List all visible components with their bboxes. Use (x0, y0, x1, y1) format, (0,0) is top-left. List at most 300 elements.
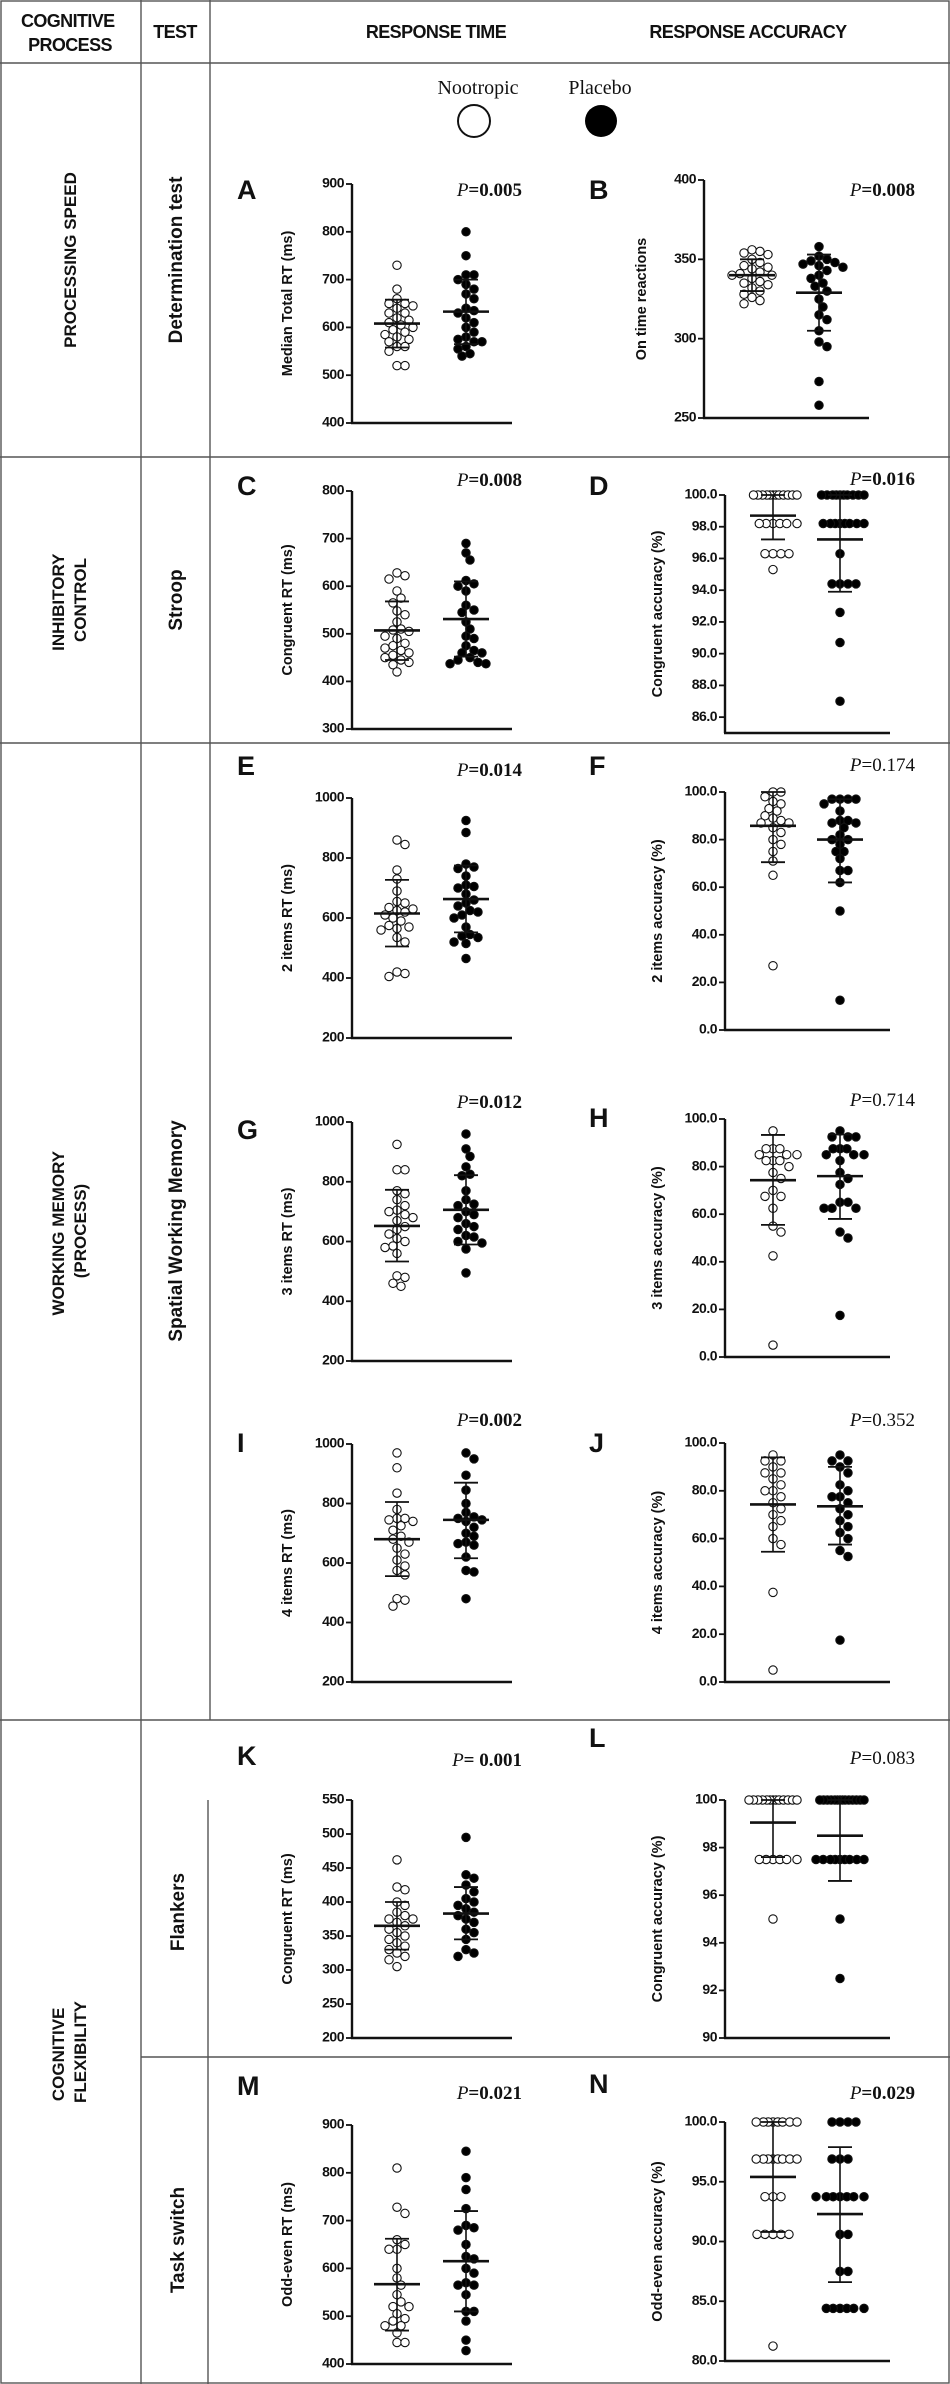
panel-letter: L (589, 1723, 606, 1754)
data-point (454, 2281, 462, 2289)
panel-f (589, 751, 915, 1037)
data-point (852, 580, 860, 588)
data-point (385, 1207, 393, 1215)
data-point (752, 2155, 760, 2163)
data-point (844, 2267, 852, 2275)
data-point (839, 263, 847, 271)
legend-nootropic-label: Nootropic (437, 77, 519, 99)
data-point (783, 1151, 791, 1159)
data-point (393, 836, 401, 844)
y-tick-label: 200 (322, 2028, 344, 2045)
p-value (456, 1410, 522, 1431)
data-point (401, 1201, 409, 1209)
p-value (456, 760, 523, 781)
data-point (823, 315, 831, 323)
data-point (807, 274, 815, 282)
data-point (828, 1457, 836, 1465)
data-point (470, 1918, 478, 1926)
data-point (836, 1451, 844, 1459)
data-point (828, 2155, 836, 2163)
data-point (474, 908, 482, 916)
y-tick-label: 80.0 (691, 1157, 717, 1174)
y-tick-label: 400 (674, 170, 696, 187)
row-label-processing-speed: PROCESSING SPEED (61, 172, 80, 348)
panel-letter: N (589, 2069, 609, 2100)
data-point (462, 2346, 470, 2354)
row-label-line: INHIBITORY (49, 553, 68, 651)
data-point (783, 519, 791, 527)
p-value (849, 755, 916, 776)
y-tick-label: 96 (702, 1885, 717, 1902)
data-point (828, 2118, 836, 2126)
data-point (401, 1952, 409, 1960)
series-placebo (443, 539, 490, 668)
data-point (462, 1130, 470, 1138)
data-point (836, 638, 844, 646)
series-placebo (443, 1130, 489, 1277)
data-point (470, 271, 478, 279)
data-point (769, 550, 777, 558)
data-point (831, 258, 839, 266)
data-point (470, 863, 478, 871)
data-point (389, 1279, 397, 1287)
p-label: P (849, 1410, 862, 1432)
y-tick-label: 20.0 (691, 973, 717, 990)
data-point (470, 1455, 478, 1463)
data-point (462, 2336, 470, 2344)
data-point (462, 2185, 470, 2193)
series-nootropic (750, 2118, 801, 2350)
data-point (777, 828, 785, 836)
y-tick-label: 800 (322, 848, 344, 865)
data-point (454, 1901, 462, 1909)
p-label: P (456, 470, 469, 492)
data-point (756, 247, 764, 255)
data-point (385, 309, 393, 317)
y-tick-label: 800 (322, 1494, 344, 1511)
data-point (470, 2269, 478, 2277)
data-point (822, 2192, 830, 2200)
data-point (764, 281, 772, 289)
y-axis-label: Congruent accuracy (%) (650, 1835, 666, 2003)
data-point (466, 349, 474, 357)
series-placebo (812, 2118, 868, 2313)
data-point (401, 1550, 409, 1558)
data-point (850, 1151, 858, 1159)
data-point (401, 1596, 409, 1604)
y-tick-label: 550 (322, 1790, 344, 1807)
data-point (385, 1956, 393, 1964)
data-point (478, 649, 486, 657)
data-point (389, 1602, 397, 1610)
data-point (860, 2304, 868, 2312)
data-point (470, 2281, 478, 2289)
data-point (815, 242, 823, 250)
data-point (393, 866, 401, 874)
series-nootropic (374, 1449, 420, 1611)
data-point (752, 2118, 760, 2126)
y-axis-label: 2 items accuracy (%) (650, 839, 666, 983)
data-point (470, 285, 478, 293)
data-point (836, 1311, 844, 1319)
test-label-determination: Determination test (166, 176, 187, 344)
data-point (777, 1481, 785, 1489)
p-label: P (849, 180, 862, 202)
y-tick-label: 90.0 (691, 2232, 717, 2249)
data-point (397, 1282, 405, 1290)
y-tick-label: 40.0 (691, 925, 717, 942)
p-value (849, 180, 915, 201)
y-tick-label: 90 (702, 2028, 717, 2045)
data-point (397, 625, 405, 633)
y-tick-label: 400 (322, 672, 344, 689)
panel-h (589, 1090, 915, 1363)
data-point (793, 2118, 801, 2126)
data-point (753, 2230, 761, 2238)
data-point (815, 338, 823, 346)
data-point (844, 1552, 852, 1560)
data-point (828, 1204, 836, 1212)
y-tick-label: 800 (322, 1172, 344, 1189)
data-point (397, 1522, 405, 1530)
data-point (860, 519, 868, 527)
data-point (462, 828, 470, 836)
data-point (844, 866, 852, 874)
series-nootropic (750, 1451, 796, 1675)
y-tick-label: 1000 (314, 1112, 344, 1129)
data-point (836, 1915, 844, 1923)
data-point (454, 1539, 462, 1547)
data-point (844, 1234, 852, 1242)
data-point (777, 1516, 785, 1524)
y-tick-label: 94 (702, 1933, 717, 1950)
data-point (458, 911, 466, 919)
data-point (450, 938, 458, 946)
p-value-number: = 0.001 (463, 1750, 522, 1772)
data-point (777, 816, 785, 824)
panel-letter: A (237, 175, 257, 206)
data-point (761, 550, 769, 558)
p-value-number: =0.083 (861, 1748, 915, 1770)
data-point (393, 1449, 401, 1457)
data-point (405, 923, 413, 931)
data-point (820, 800, 828, 808)
data-point (776, 1145, 784, 1153)
panel-letter: C (237, 471, 257, 502)
data-point (470, 1541, 478, 1549)
y-tick-label: 300 (322, 1960, 344, 1977)
data-point (401, 1273, 409, 1281)
data-point (393, 1856, 401, 1864)
data-point (466, 1152, 474, 1160)
panel-g (237, 1092, 522, 1367)
data-point (785, 1162, 793, 1170)
p-value (456, 2083, 522, 2104)
data-point (852, 1133, 860, 1141)
y-tick-label: 400 (322, 1291, 344, 1308)
y-tick-label: 0.0 (699, 1347, 717, 1364)
series-nootropic (728, 246, 776, 308)
y-tick-label: 98.0 (691, 517, 717, 534)
series-placebo (817, 1451, 863, 1645)
y-tick-label: 400 (322, 413, 344, 430)
series-nootropic (750, 788, 796, 970)
data-point (844, 1511, 852, 1519)
data-point (401, 908, 409, 916)
data-point (769, 1915, 777, 1923)
data-point (462, 1566, 470, 1574)
data-point (470, 1888, 478, 1896)
data-point (844, 1534, 852, 1542)
y-tick-label: 900 (322, 2115, 344, 2132)
p-value-number: =0.008 (861, 180, 915, 202)
y-tick-label: 100.0 (684, 782, 717, 799)
data-point (478, 338, 486, 346)
y-tick-label: 600 (322, 2259, 344, 2276)
data-point (793, 1855, 801, 1863)
data-point (740, 249, 748, 257)
data-point (769, 1588, 777, 1596)
data-point (817, 491, 825, 499)
p-value (849, 1090, 916, 1111)
series-nootropic (374, 569, 420, 676)
data-point (454, 335, 462, 343)
data-point (769, 1341, 777, 1349)
p-label: P (456, 1092, 469, 1114)
y-tick-label: 1000 (314, 788, 344, 805)
data-point (389, 2317, 397, 2325)
outer-border (1, 1, 949, 2383)
test-label-flankers: Flankers (168, 1872, 189, 1952)
y-tick-label: 600 (322, 908, 344, 925)
data-point (852, 819, 860, 827)
row-label-line: (PROCESS) (71, 1183, 90, 1279)
data-point (401, 1210, 409, 1218)
data-point (470, 295, 478, 303)
y-tick-label: 600 (322, 576, 344, 593)
data-point (474, 658, 482, 666)
data-point (458, 352, 466, 360)
data-point (823, 342, 831, 350)
data-point (470, 1568, 478, 1576)
data-point (762, 1145, 770, 1153)
panel-b (589, 171, 915, 425)
panel-letter: F (589, 751, 606, 782)
data-point (793, 519, 801, 527)
series-placebo (443, 816, 489, 962)
p-label: P (456, 2083, 469, 2105)
data-point (777, 2192, 785, 2200)
data-point (401, 361, 409, 369)
y-tick-label: 700 (322, 270, 344, 287)
header-test: TEST (153, 22, 197, 42)
panel-j (589, 1410, 915, 1688)
data-point (470, 606, 478, 614)
y-tick-label: 92.0 (691, 612, 717, 629)
y-axis-label: 4 items accuracy (%) (650, 1490, 666, 1635)
data-point (860, 1151, 868, 1159)
y-tick-label: 900 (322, 174, 344, 191)
data-point (816, 1796, 824, 1804)
data-point (793, 1151, 801, 1159)
series-placebo (443, 2147, 489, 2355)
panel-letter: K (237, 1741, 257, 1772)
data-point (470, 1210, 478, 1218)
data-point (409, 905, 417, 913)
series-nootropic (745, 1796, 801, 1923)
panel-n (589, 2069, 915, 2368)
p-value-number: =0.005 (468, 180, 522, 202)
data-point (381, 632, 389, 640)
data-point (844, 2155, 852, 2163)
y-tick-label: 98 (702, 1838, 717, 1855)
data-point (401, 1190, 409, 1198)
data-point (401, 2338, 409, 2346)
series-nootropic (374, 261, 420, 370)
data-point (777, 1493, 785, 1501)
y-tick-label: 500 (322, 2306, 344, 2323)
data-point (807, 257, 815, 265)
data-point (385, 575, 393, 583)
y-tick-label: 350 (674, 250, 696, 267)
data-point (397, 646, 405, 654)
data-point (793, 1796, 801, 1804)
data-point (740, 300, 748, 308)
data-point (405, 649, 413, 657)
y-axis-label: Congruent accuracy (%) (650, 530, 666, 698)
y-tick-label: 450 (322, 1858, 344, 1875)
y-tick-label: 0.0 (699, 1020, 717, 1037)
data-point (462, 1833, 470, 1841)
data-point (764, 263, 772, 271)
y-tick-label: 60.0 (691, 877, 717, 894)
data-point (761, 793, 769, 801)
panel-letter: H (589, 1103, 609, 1134)
p-value-number: =0.012 (468, 1092, 522, 1114)
data-point (401, 1166, 409, 1174)
y-tick-label: 20.0 (691, 1300, 717, 1317)
data-point (462, 2317, 470, 2325)
data-point (762, 1156, 770, 1164)
data-point (812, 2192, 820, 2200)
data-point (828, 580, 836, 588)
data-point (393, 361, 401, 369)
series-placebo (443, 1449, 489, 1603)
data-point (381, 2322, 389, 2330)
data-point (819, 279, 827, 287)
header-response-time: RESPONSE TIME (365, 22, 507, 42)
data-point (823, 255, 831, 263)
y-tick-label: 60.0 (691, 1204, 717, 1221)
data-point (385, 1516, 393, 1524)
data-point (462, 539, 470, 547)
data-point (401, 1562, 409, 1570)
data-point (769, 871, 777, 879)
data-point (836, 1228, 844, 1236)
panel-letter: B (589, 175, 609, 206)
data-point (393, 968, 401, 976)
data-point (401, 899, 409, 907)
y-tick-label: 400 (322, 1613, 344, 1630)
data-point (470, 1222, 478, 1230)
data-point (393, 285, 401, 293)
panel-letter: M (237, 2071, 260, 2102)
row-label-line: CONTROL (71, 557, 90, 643)
data-point (819, 519, 827, 527)
y-axis-label: Odd-even accuracy (%) (650, 2161, 666, 2322)
y-axis-label: Congruent RT (ms) (280, 544, 296, 676)
data-point (401, 938, 409, 946)
data-point (844, 2230, 852, 2238)
p-value (849, 1748, 915, 1769)
y-tick-label: 40.0 (691, 1577, 717, 1594)
y-axis-label: 4 items RT (ms) (280, 1509, 296, 1617)
data-point (393, 668, 401, 676)
y-tick-label: 0.0 (699, 1672, 717, 1689)
series-nootropic (749, 491, 801, 574)
data-point (409, 1213, 417, 1221)
y-axis-label: 3 items RT (ms) (280, 1187, 296, 1296)
data-point (844, 1487, 852, 1495)
y-tick-label: 60.0 (691, 1529, 717, 1546)
header-line: COGNITIVE (20, 11, 115, 31)
data-point (785, 2230, 793, 2238)
data-point (822, 1151, 830, 1159)
data-point (393, 2338, 401, 2346)
data-point (844, 1198, 852, 1206)
y-axis-label: Odd-even RT (ms) (280, 2182, 296, 2307)
data-point (756, 296, 764, 304)
y-tick-label: 500 (322, 1824, 344, 1841)
data-point (401, 840, 409, 848)
legend-placebo-marker (585, 105, 617, 137)
row-label-line: COGNITIVE (49, 2007, 68, 2102)
p-label: P (849, 1748, 862, 1770)
y-tick-label: 100.0 (684, 2112, 717, 2129)
p-value-number: =0.016 (861, 469, 915, 491)
data-point (409, 1915, 417, 1923)
data-point (401, 1886, 409, 1894)
data-point (769, 565, 777, 573)
data-point (470, 882, 478, 890)
data-point (466, 906, 474, 914)
data-point (454, 902, 462, 910)
series-nootropic (374, 2164, 420, 2347)
data-point (377, 926, 385, 934)
data-point (393, 1962, 401, 1970)
y-tick-label: 96.0 (691, 549, 717, 566)
data-point (850, 2192, 858, 2200)
data-point (470, 1523, 478, 1531)
data-point (409, 1517, 417, 1525)
data-point (454, 1213, 462, 1221)
data-point (466, 653, 474, 661)
y-tick-label: 1000 (314, 1434, 344, 1451)
data-point (458, 608, 466, 616)
data-point (409, 302, 417, 310)
data-point (793, 2155, 801, 2163)
data-point (836, 996, 844, 1004)
data-point (764, 250, 772, 258)
data-point (860, 1855, 868, 1863)
y-tick-label: 86.0 (691, 707, 717, 724)
data-point (397, 2298, 405, 2306)
panel-a (237, 175, 522, 430)
y-tick-label: 800 (322, 222, 344, 239)
data-point (829, 1145, 837, 1153)
data-point (777, 550, 785, 558)
y-tick-label: 800 (322, 481, 344, 498)
